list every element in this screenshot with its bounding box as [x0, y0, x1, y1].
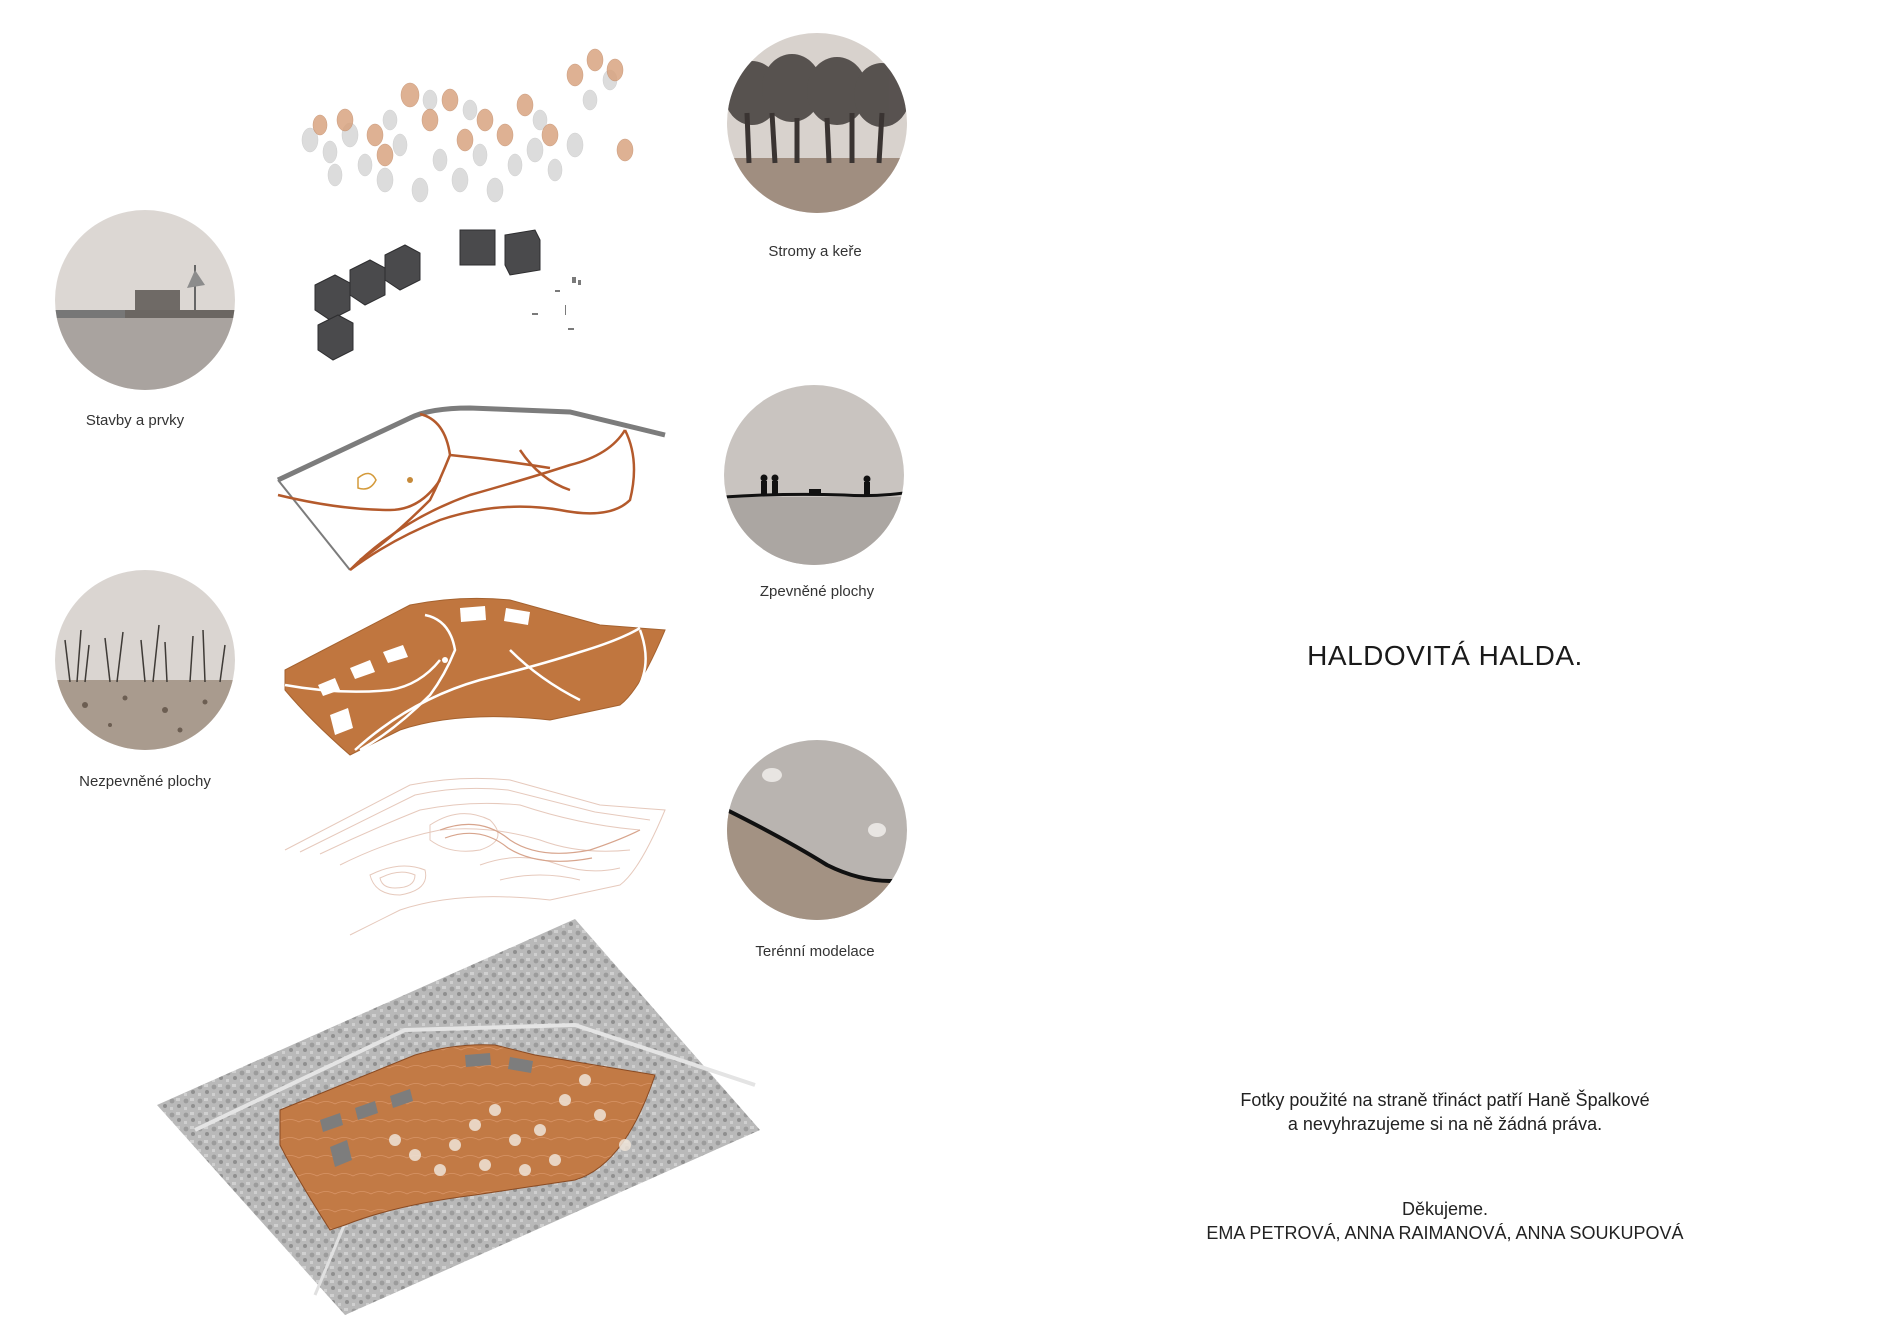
- photo-credits-line-2: a nevyhrazujeme si na ně žádná práva.: [1287, 1114, 1603, 1134]
- caption-trees: Stromy a keře: [768, 243, 862, 260]
- caption-unpaved: Nezpevněné plochy: [79, 773, 211, 790]
- layer-trees: [290, 40, 650, 220]
- caption-buildings: Stavby a prvky: [85, 412, 185, 429]
- unpaved-vignette: [55, 570, 235, 750]
- terrain-vignette: [727, 740, 907, 920]
- acknowledgements: [1180, 1197, 1710, 1245]
- layer-surface: [280, 590, 670, 760]
- layer-aerial-map: [155, 915, 765, 1320]
- authors-line: EMA PETROVÁ, ANNA RAIMANOVÁ, ANNA SOUKUPOVÁ: [1206, 1223, 1684, 1243]
- page-title: HALDOVITÁ HALDA.: [1307, 640, 1583, 671]
- caption-terrain: Terénní modelace: [755, 943, 875, 960]
- layer-buildings: [310, 225, 610, 375]
- paved-vignette: [724, 385, 904, 565]
- layer-paths: [270, 400, 670, 580]
- caption-paved: Zpevněné plochy: [759, 583, 875, 600]
- thanks-line: Děkujeme.: [1401, 1199, 1489, 1219]
- photo-credits: [1180, 1088, 1710, 1136]
- photo-credits-line-1: Fotky použité na straně třináct patří Haně Špalkové: [1240, 1090, 1650, 1110]
- trees-vignette: [727, 33, 907, 213]
- buildings-vignette: [55, 210, 235, 390]
